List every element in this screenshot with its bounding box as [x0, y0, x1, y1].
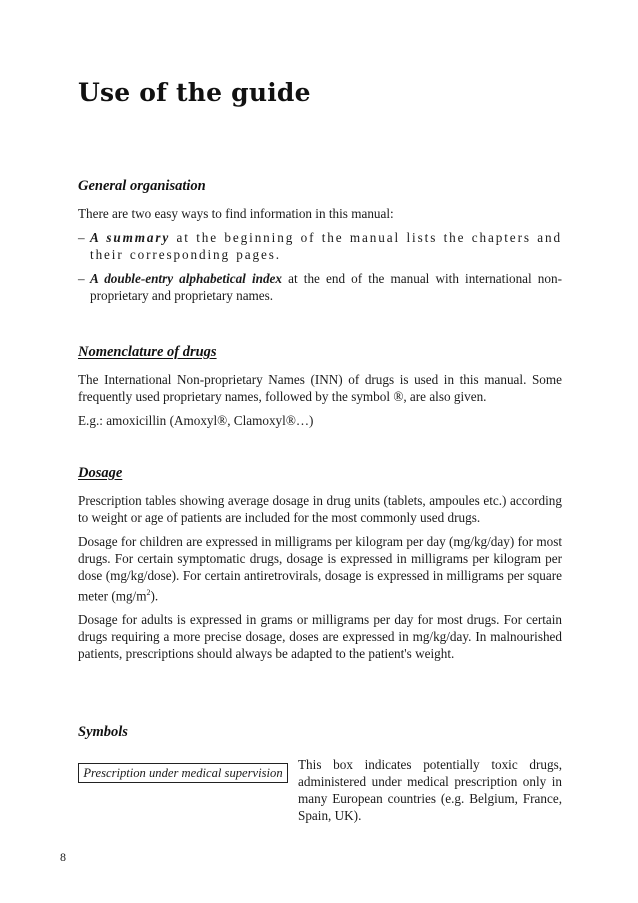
prescription-box: Prescription under medical supervision: [78, 763, 288, 783]
symbols-row: [78, 756, 562, 826]
page-number: 8: [60, 850, 66, 864]
section-general-organisation: [78, 178, 562, 311]
dosage-para-2-end: ).: [150, 588, 159, 604]
list-item-summary: [78, 229, 562, 263]
section-nomenclature: [78, 344, 562, 436]
heading-dosage: Dosage: [78, 465, 123, 481]
dosage-para-2-text: Dosage for children are expressed in milligrams per kilogram per day (mg/kg/day) for most drugs. For certain symptomatic drugs, dosage is expressed in milligrams per kilogram per dose (mg/kg/dose). For certain antiretrovirals, dosage is expressed in milligrams per square meter (mg/m: [78, 534, 562, 604]
index-emphasis: A double-entry alphabetical index: [90, 271, 283, 286]
summary-text: at the beginning of the manual lists the chapters and their corresponding pages.: [90, 230, 562, 262]
list-dash: –: [78, 230, 85, 245]
heading-symbols: Symbols: [78, 724, 128, 740]
list-dash: –: [78, 271, 85, 286]
section-dosage: [78, 465, 562, 669]
section-symbols: [78, 724, 562, 751]
summary-emphasis: A summary: [90, 230, 171, 245]
dosage-para-2: [78, 533, 562, 604]
heading-nomenclature: Nomenclature of drugs: [78, 344, 217, 360]
heading-general-organisation: General organisation: [78, 178, 206, 194]
prescription-box-description: This box indicates potentially toxic drugs, administered under medical prescription only in many European countries (e.g. Belgium, France, Spain, UK).: [298, 757, 562, 823]
general-intro: There are two easy ways to find information in this manual:: [78, 206, 394, 221]
list-item-index: [78, 270, 562, 304]
nomenclature-para-1: The International Non-proprietary Names (INN) of drugs is used in this manual. Some frequently used proprietary names, followed by the symbol ®, are also given.: [78, 372, 562, 404]
dosage-para-1: Prescription tables showing average dosage in drug units (tablets, ampoules etc.) according to weight or age of patients are included for the most commonly used drugs.: [78, 493, 562, 525]
index-text: at the end of the manual with international non-proprietary and proprietary names.: [90, 271, 562, 303]
nomenclature-example: E.g.: amoxicillin (Amoxyl®, Clamoxyl®…): [78, 413, 314, 428]
dosage-para-3: Dosage for adults is expressed in grams or milligrams per day for most drugs. For certain drugs requiring a more precise dosage, doses are expressed in mg/kg/day. In malnourished patients, prescriptions should always be adapted to the patient's weight.: [78, 612, 562, 662]
superscript-2: 2: [146, 588, 151, 597]
page-title: Use of the guide: [78, 78, 311, 107]
